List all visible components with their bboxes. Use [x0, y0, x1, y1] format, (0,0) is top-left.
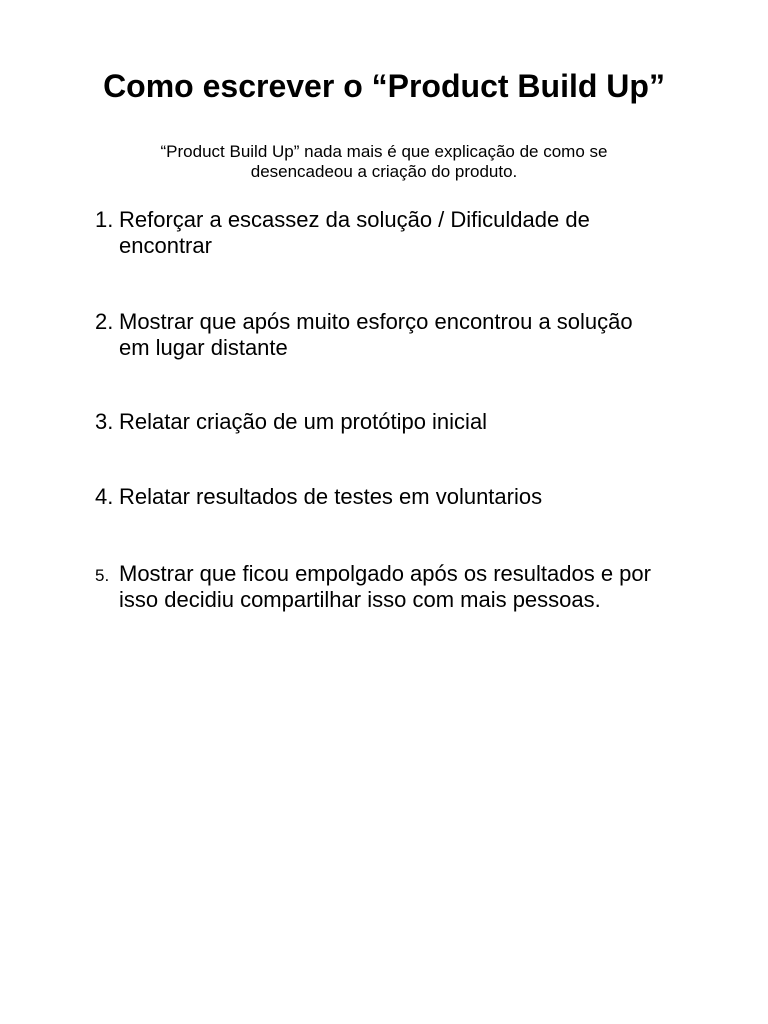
- list-item-number: 4.: [95, 484, 114, 509]
- list-item-line-2: em lugar distante: [119, 335, 288, 360]
- list-item-line-1: Relatar resultados de testes em voluntarios: [119, 484, 543, 509]
- list-item-text: [119, 561, 715, 613]
- list-item-text: [119, 409, 715, 435]
- list-item-text: [119, 207, 715, 259]
- list-item-line-2: isso decidiu compartilhar isso com mais pessoas.: [119, 587, 601, 612]
- list-item: [95, 561, 715, 613]
- list-item-line-1: Reforçar a escassez da solução / Dificuldade de: [119, 207, 590, 232]
- page-subtitle: [110, 142, 658, 182]
- list-item: [95, 309, 715, 361]
- list-item-line-1: Relatar criação de um protótipo inicial: [119, 409, 488, 434]
- list-item: [95, 484, 715, 510]
- list-item: [95, 409, 715, 435]
- page-title: Como escrever o “Product Build Up”: [103, 68, 665, 104]
- list-item-number: 3.: [95, 409, 114, 434]
- list-item-text: [119, 309, 715, 361]
- list-item-text: [119, 484, 715, 510]
- list-item-line-1: Mostrar que ficou empolgado após os resultados e por: [119, 561, 651, 586]
- subtitle-line-2: desencadeou a criação do produto.: [250, 162, 518, 181]
- list-item-number: 1.: [95, 207, 114, 232]
- list-item-line-1: Mostrar que após muito esforço encontrou a solução: [119, 309, 633, 334]
- list-item-number: 2.: [95, 309, 114, 334]
- list-item-line-2: encontrar: [119, 233, 212, 258]
- list-item-number: 5.: [95, 566, 110, 585]
- list-item: [95, 207, 715, 259]
- subtitle-line-1: “Product Build Up” nada mais é que explicação de como se: [160, 142, 608, 161]
